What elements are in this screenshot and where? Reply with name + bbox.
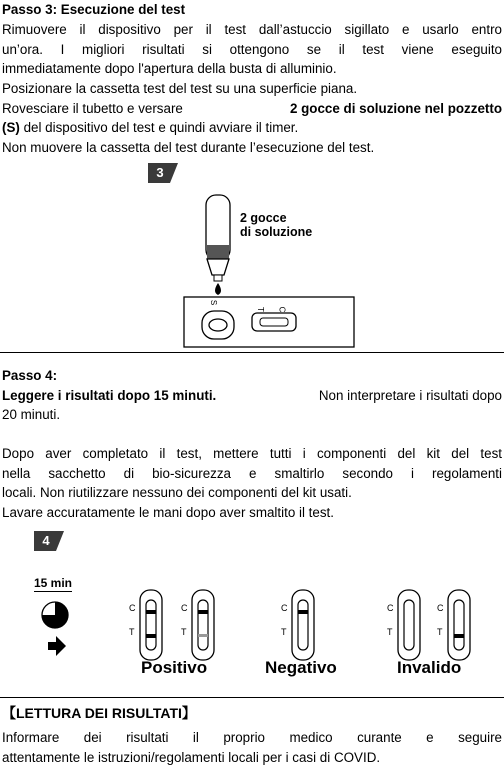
- timer-label: 15 min: [34, 576, 73, 590]
- step4-title: Passo 4:: [2, 368, 58, 383]
- step3-line-1: Rimuovere il dispositivo per il test dall’astuccio sigillato e usarlo entro: [2, 22, 502, 37]
- neg-c-label: C: [281, 603, 288, 613]
- result-positive-label: Positivo: [141, 658, 208, 677]
- step3-line-3: immediatamente dopo l'apertura della busta di alluminio.: [2, 61, 337, 76]
- reading-line-2: attentamente le istruzioni/regolamenti locali per i casi di COVID.: [2, 750, 381, 765]
- reading-line-1: Informare dei risultati il proprio medico curante e seguire: [2, 730, 502, 745]
- step3-badge: [148, 163, 178, 183]
- step3-line-5-text: Rovesciare il tubetto e versare: [2, 101, 183, 116]
- reading-title: 【LETTURA DEI RISULTATI】: [2, 705, 196, 721]
- step4-para2-line-1: Dopo aver completato il test, mettere tutti i componenti del kit del test: [2, 446, 502, 461]
- inv2-t-label: T: [437, 627, 443, 637]
- step4-line-1: [2, 386, 502, 406]
- step3-badge-number: 3: [156, 165, 164, 180]
- step3-line-6-text: del dispositivo del test e quindi avviare il timer.: [23, 120, 299, 135]
- neg-t-label: T: [281, 627, 287, 637]
- drops-caption-2: di soluzione: [240, 225, 313, 239]
- step4-line-1-bold: Leggere i risultati dopo 15 minuti.: [2, 388, 217, 403]
- step3-line-7: Non muovere la cassetta del test durante l’esecuzione del test.: [2, 140, 375, 155]
- inv1-t-label: T: [387, 627, 393, 637]
- pos1-c-label: C: [129, 603, 136, 613]
- step3-line-4: Posizionare la cassetta test del test su una superficie piana.: [2, 81, 358, 96]
- step4-para2-line-3: locali. Non riutilizzare nessuno dei componenti del kit usati.: [2, 485, 352, 500]
- pos2-c-label: C: [181, 603, 188, 613]
- step4-line-1-text: Non interpretare i risultati dopo: [318, 388, 502, 403]
- pos1-t-label: T: [129, 627, 135, 637]
- step4-para2-line-2: nella sacchetto di bio-sicurezza e smaltirlo secondo i regolamenti: [2, 466, 502, 481]
- result-cassettes: [120, 585, 480, 665]
- inv1-c-label: C: [387, 603, 394, 613]
- divider-2: [0, 697, 504, 698]
- step4-line-2: 20 minuti.: [2, 407, 61, 422]
- step3-line-2: un’ora. I migliori risultati si ottengono se il test viene eseguito: [2, 42, 502, 57]
- step3-title: Passo 3: Esecuzione del test: [2, 2, 186, 17]
- dropper-and-cassette-illustration: [180, 185, 360, 350]
- cassette-c-mark: C: [277, 306, 287, 313]
- result-negative-label: Negativo: [265, 658, 337, 677]
- inv2-c-label: C: [437, 603, 444, 613]
- cassette-t-mark: T: [255, 307, 265, 312]
- step3-line-5: [2, 99, 502, 119]
- step4-badge-number: 4: [42, 533, 50, 548]
- arrow-right-icon: [48, 636, 66, 656]
- sample-well-mark: S: [209, 299, 219, 306]
- step4-para2-line-4: Lavare accuratamente le mani dopo aver smaltito il test.: [2, 505, 334, 520]
- step4-badge: [34, 531, 64, 551]
- drops-caption-1: 2 gocce: [240, 211, 287, 225]
- step3-line-6: [2, 118, 502, 138]
- result-invalid-label: Invalido: [397, 658, 462, 677]
- timer-clock-icon: [40, 600, 74, 660]
- step3-line-6-bold: (S): [2, 120, 20, 135]
- step3-line-5-bold: 2 gocce di soluzione nel pozzetto: [289, 101, 502, 116]
- divider-1: [0, 352, 504, 353]
- pos2-t-label: T: [181, 627, 187, 637]
